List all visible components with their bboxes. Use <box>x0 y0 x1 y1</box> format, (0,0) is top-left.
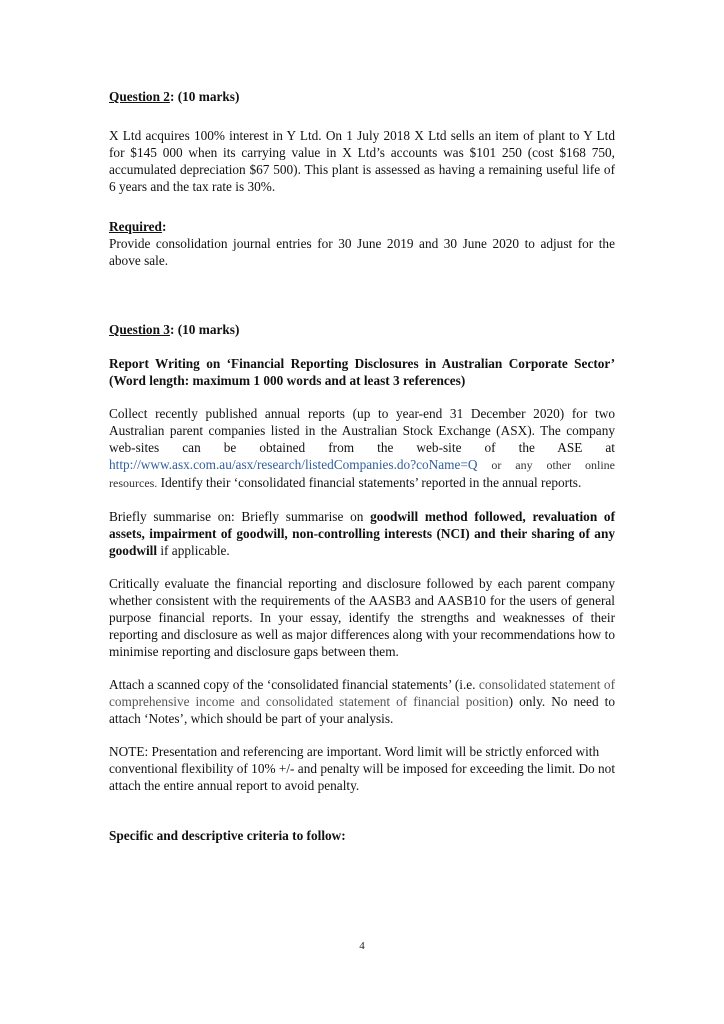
attach-paragraph <box>109 676 615 727</box>
question-2-marks: : (10 marks) <box>169 89 240 104</box>
collect-text-a: Collect recently published annual reports (up to year-end 31 December 2020) for two Australian parent companies listed in the Australian Stock Exchange (ASX). The company web-sites can be obtained from the web-site of the ASE at <box>109 406 615 455</box>
summarise-bold: goodwill method followed, revaluation of assets, impairment of goodwill, non-controlling interests (NCI) and their sharing of any goodwill <box>109 509 615 558</box>
required-label: Required <box>109 219 162 234</box>
attach-text-a: Attach a scanned copy of the ‘consolidated financial statements’ (i.e. <box>109 677 479 692</box>
question-3-heading <box>109 321 615 338</box>
attach-text-b: ) only. No need to attach ‘Notes’, which should be part of your analysis. <box>109 694 615 726</box>
required-colon: : <box>161 219 167 234</box>
required-text: Provide consolidation journal entries for 30 June 2019 and 30 June 2020 to adjust for the above sale. <box>109 236 615 268</box>
criteria-heading: Specific and descriptive criteria to follow: <box>109 828 346 843</box>
collect-small-text: or any other online resources. <box>109 458 615 490</box>
question-3-marks: : (10 marks) <box>169 322 240 337</box>
report-title: Report Writing on ‘Financial Reporting Disclosures in Australian Corporate Sector’ (Word length: maximum 1 000 words and at least 3 references) <box>109 356 615 388</box>
critical-paragraph: Critically evaluate the financial reporting and disclosure followed by each parent company whether consistent with the requirements of the AASB3 and AASB10 for the users of general purpose financial reports. In your essay, identify the strengths and weaknesses of their reporting and disclosure as well as major differences along with your recommendations how to minimise reporting and disclosure gaps between them. <box>109 576 615 659</box>
collect-paragraph <box>109 405 615 492</box>
question-2-body: X Ltd acquires 100% interest in Y Ltd. On 1 July 2018 X Ltd sells an item of plant to Y Ltd for $145 000 when its carrying value in X Ltd’s accounts was $101 250 (cost $168 750, accumulated depreciation $67 500). This plant is assessed as having a remaining useful life of 6 years and the tax rate is 30%. <box>109 128 615 194</box>
summarise-text-b: if applicable. <box>157 543 230 558</box>
note-paragraph: NOTE: Presentation and referencing are important. Word limit will be strictly enforced with conventional flexibility of 10% +/- and penalty will be imposed for exceeding the limit. Do not attach the entire annual report to avoid penalty. <box>109 744 616 793</box>
question-2-title: Question 2 <box>109 89 170 104</box>
required-heading <box>109 218 615 235</box>
collect-text-b: Identify their ‘consolidated financial statements’ reported in the annual reports. <box>157 475 582 490</box>
page-number: 4 <box>359 940 365 952</box>
summarise-text-a: Briefly summarise on: Briefly summarise on <box>109 509 371 524</box>
summarise-paragraph <box>109 508 615 559</box>
asx-link[interactable]: http://www.asx.com.au/asx/research/listedCompanies.do?coName=Q <box>109 457 478 472</box>
question-2-heading <box>109 88 615 105</box>
attach-muted-text: consolidated statement of comprehensive income and consolidated statement of financial position <box>109 677 615 709</box>
question-3-title: Question 3 <box>109 322 170 337</box>
